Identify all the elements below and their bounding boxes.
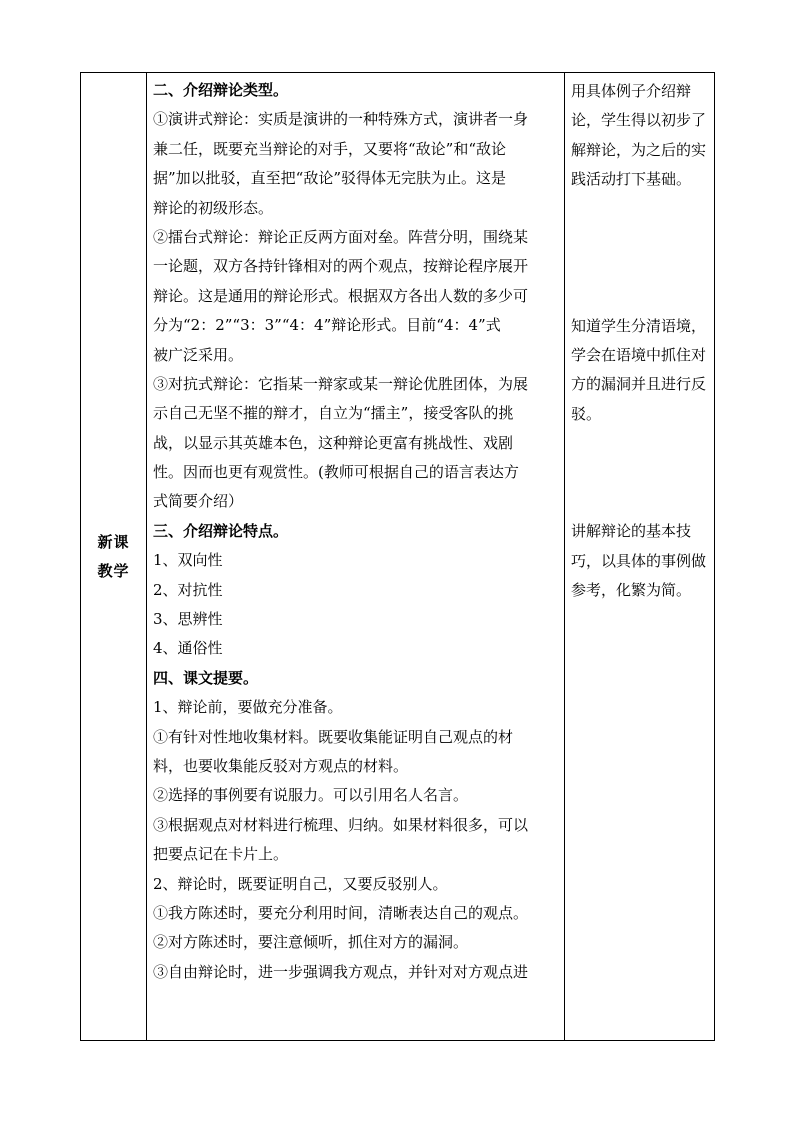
content-line: 4、通俗性 bbox=[153, 639, 223, 658]
content-line: 示自己无坚不摧的辩才，自立为“擂主”，接受客队的挑 bbox=[153, 404, 514, 423]
content-line: 分为“2：2”“3：3”“4：4”辩论形式。目前“4：4”式 bbox=[153, 316, 501, 335]
content-line: 3、思辨性 bbox=[153, 610, 223, 629]
content-line: 把要点记在卡片上。 bbox=[153, 845, 289, 864]
content-line: 兼二任，既要充当辩论的对手，又要将“敌论”和“敌论 bbox=[153, 139, 507, 158]
note-line: 方的漏洞并且进行反 bbox=[571, 375, 707, 394]
note-line: 论，学生得以初步了 bbox=[571, 111, 707, 130]
content-line: ②选择的事例要有说服力。可以引用名人名言。 bbox=[153, 786, 469, 805]
note-line: 参考，化繁为简。 bbox=[571, 580, 692, 599]
section-heading: 四、课文提要。 bbox=[153, 668, 259, 687]
table-row bbox=[81, 73, 715, 1041]
content-line: ③对抗式辩论：它指某一辩家或某一辩论优胜团体，为展 bbox=[153, 374, 529, 393]
content-line: 辩论。这是通用的辩论形式。根据双方各出人数的多少可 bbox=[153, 286, 529, 305]
notes-content bbox=[565, 73, 714, 605]
note-line: 讲解辩论的基本技 bbox=[571, 522, 692, 541]
note-line: 践活动打下基础。 bbox=[571, 170, 692, 189]
content-line: 据”加以批驳，直至把“敌论”驳得体无完肤为止。这是 bbox=[153, 169, 507, 188]
note-line: 学会在语境中抓住对 bbox=[571, 345, 707, 364]
teaching-note bbox=[571, 77, 711, 195]
lesson-plan-table bbox=[80, 72, 715, 1041]
content-line: 辩论的初级形态。 bbox=[153, 198, 274, 217]
content-line: 1、辩论前，要做充分准备。 bbox=[153, 698, 343, 717]
note-line: 知道学生分清语境， bbox=[571, 316, 707, 335]
content-line: ①有针对性地收集材料。既要收集能证明自己观点的材 bbox=[153, 727, 514, 746]
content-line: ③自由辩论时，进一步强调我方观点，并针对对方观点进 bbox=[153, 962, 529, 981]
content-line: 战，以显示其英雄本色，这种辩论更富有挑战性、戏剧 bbox=[153, 433, 514, 452]
content-line: ②对方陈述时，要注意倾听，抓住对方的漏洞。 bbox=[153, 933, 469, 952]
content-line: 2、对抗性 bbox=[153, 580, 223, 599]
content-line: 料，也要收集能反驳对方观点的材料。 bbox=[153, 756, 409, 775]
section-heading: 二、介绍辩论类型。 bbox=[153, 81, 289, 99]
content-line: ③根据观点对材料进行梳理、归纳。如果材料很多，可以 bbox=[153, 815, 529, 834]
content-line: 性。因而也更有观赏性。(教师可根据自己的语言表达方 bbox=[153, 463, 519, 482]
teaching-note bbox=[571, 517, 711, 605]
content-line: 2、辩论时，既要证明自己，又要反驳别人。 bbox=[153, 874, 448, 893]
section-label-cell bbox=[81, 73, 147, 1041]
content-line: 被广泛采用。 bbox=[153, 345, 244, 364]
section-label-line2: 教学 bbox=[97, 561, 130, 580]
section-label bbox=[96, 528, 132, 586]
content-line: ②擂台式辩论：辩论正反两方面对垒。阵营分明，围绕某 bbox=[153, 227, 529, 246]
teaching-note bbox=[571, 312, 711, 430]
main-content-cell bbox=[147, 73, 565, 1041]
section-label-line1: 新课 bbox=[97, 532, 130, 551]
content-line: 1、双向性 bbox=[153, 551, 223, 570]
note-line: 解辩论，为之后的实 bbox=[571, 140, 707, 159]
notes-cell bbox=[565, 73, 715, 1041]
content-line: 一论题，双方各持针锋相对的两个观点，按辩论程序展开 bbox=[153, 257, 529, 276]
section-heading: 三、介绍辩论特点。 bbox=[153, 521, 289, 540]
note-line: 驳。 bbox=[571, 404, 602, 423]
content-line: ①我方陈述时，要充分利用时间，清晰表达自己的观点。 bbox=[153, 903, 529, 922]
content-line: 式简要介绍） bbox=[153, 492, 244, 511]
note-line: 巧，以具体的事例做 bbox=[571, 551, 707, 570]
note-line: 用具体例子介绍辩 bbox=[571, 82, 692, 100]
main-content bbox=[147, 73, 564, 987]
content-line: ①演讲式辩论：实质是演讲的一种特殊方式，演讲者一身 bbox=[153, 110, 529, 129]
